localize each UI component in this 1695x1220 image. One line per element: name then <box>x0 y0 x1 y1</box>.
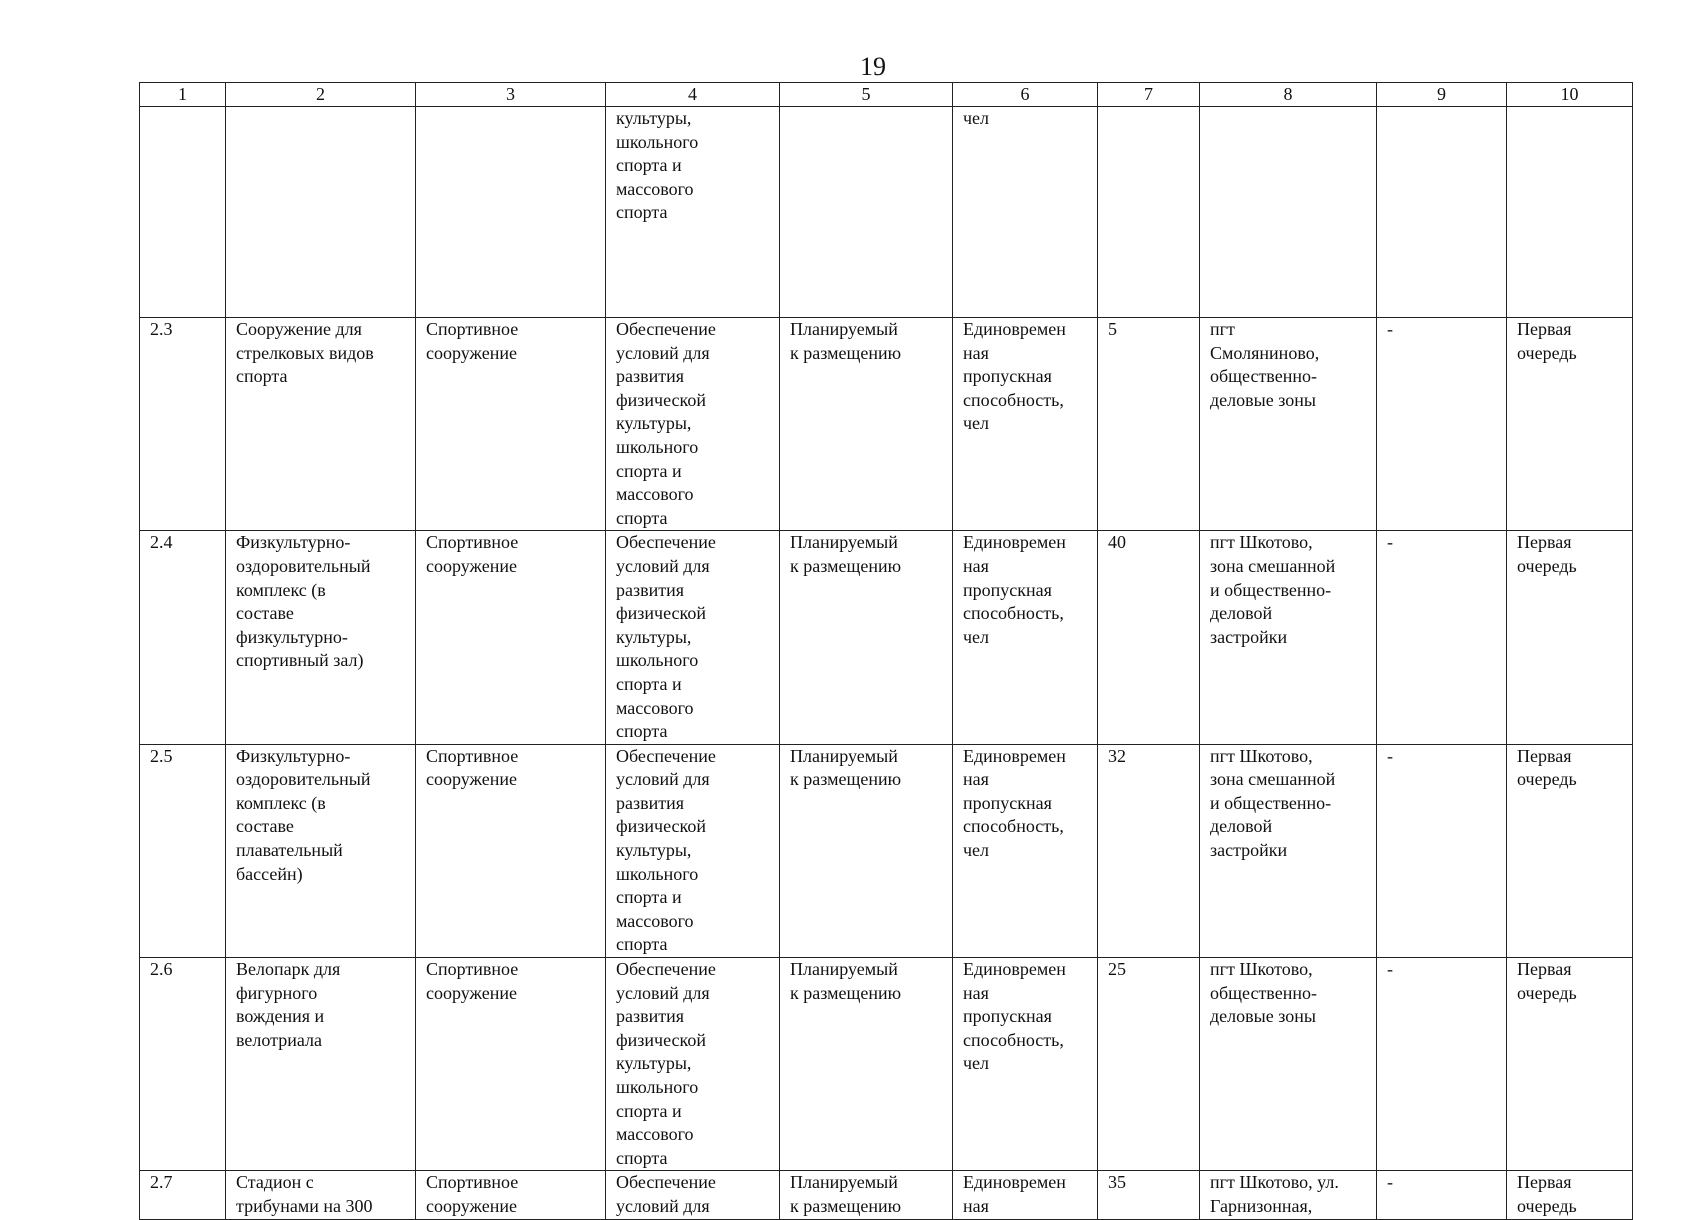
column-header: 8 <box>1200 83 1377 107</box>
table-cell <box>1098 318 1200 531</box>
table-cell <box>1098 744 1200 957</box>
table-cell <box>416 107 606 318</box>
column-number-row <box>140 83 1633 107</box>
facility-location: пгт Шкотово, ул. Гарнизонная, <box>1210 1172 1339 1216</box>
table-cell <box>416 744 606 957</box>
capacity-unit: Единовремен ная пропускная способность, чел <box>963 745 1066 861</box>
capacity-value: 35 <box>1108 1172 1126 1193</box>
facility-type: Спортивное сооружение <box>426 1172 519 1216</box>
table-cell <box>416 531 606 744</box>
column-header: 3 <box>416 83 606 107</box>
facility-location: пгт Смоляниново, общественно- деловые зоны <box>1210 319 1320 410</box>
facility-location: пгт Шкотово, зона смешанной и общественно- деловой застройки <box>1210 532 1336 647</box>
table-cell <box>953 1171 1098 1219</box>
column-9-value: - <box>1387 532 1393 553</box>
table-cell <box>953 744 1098 957</box>
row-number: 2.3 <box>150 319 173 339</box>
facility-location: пгт Шкотово, зона смешанной и общественно- деловой застройки <box>1210 745 1336 861</box>
table-cell <box>1377 744 1507 957</box>
table-cell <box>1377 531 1507 744</box>
column-header: 10 <box>1507 83 1633 107</box>
table-cell <box>1098 958 1200 1171</box>
table-cell <box>226 107 416 318</box>
table-cell <box>226 958 416 1171</box>
table-cell <box>1200 1171 1377 1219</box>
capacity-unit: Единовремен ная пропускная способность, чел <box>963 959 1066 1074</box>
row-number: 2.7 <box>150 1172 173 1193</box>
row-number: 2.4 <box>150 532 173 553</box>
capacity-value: 5 <box>1108 319 1117 339</box>
table-cell <box>780 744 953 957</box>
column-9-value: - <box>1387 319 1393 339</box>
facility-type: Спортивное сооружение <box>426 959 519 1003</box>
implementation-stage: Первая очередь <box>1517 959 1577 1003</box>
table-cell <box>1377 318 1507 531</box>
facility-purpose: Обеспечение условий для <box>616 1172 716 1216</box>
facility-status: Планируемый к размещению <box>790 959 902 1003</box>
row-number: 2.6 <box>150 959 173 980</box>
table-cell <box>1200 744 1377 957</box>
facility-type: Спортивное сооружение <box>426 532 519 576</box>
column-header: 2 <box>226 83 416 107</box>
table-cell <box>780 1171 953 1219</box>
table-cell <box>416 1171 606 1219</box>
table-cell <box>1507 531 1633 744</box>
page-number: 19 <box>860 52 886 81</box>
table-row <box>140 958 1633 1171</box>
column-header: 1 <box>140 83 226 107</box>
facilities-table <box>139 82 1633 1220</box>
table-cell <box>1200 958 1377 1171</box>
table-cell <box>1200 107 1377 318</box>
facility-purpose: Обеспечение условий для развития физической культуры, школьного спорта и массового спорта <box>616 319 716 528</box>
table-cell <box>226 531 416 744</box>
table-cell <box>780 958 953 1171</box>
facility-name: Физкультурно- оздоровительный комплекс (в составе физкультурно- спортивный зал) <box>236 532 371 671</box>
table-cell <box>226 318 416 531</box>
table-cell <box>1098 531 1200 744</box>
table-cell <box>606 531 780 744</box>
table-cell <box>953 318 1098 531</box>
facility-type: Спортивное сооружение <box>426 745 519 790</box>
table-cell <box>606 318 780 531</box>
facility-status: Планируемый к размещению <box>790 745 902 790</box>
facility-name: Физкультурно- оздоровительный комплекс (в составе плавательный бассейн) <box>236 745 371 884</box>
facility-status: Планируемый к размещению <box>790 1172 902 1216</box>
row-number: 2.5 <box>150 745 173 766</box>
column-header: 4 <box>606 83 780 107</box>
facility-purpose: Обеспечение условий для развития физической культуры, школьного спорта и массового спорта <box>616 532 716 742</box>
table-row <box>140 531 1633 744</box>
continuation-row <box>140 107 1633 318</box>
table-cell <box>1200 318 1377 531</box>
unit-text: чел <box>963 108 990 128</box>
facility-status: Планируемый к размещению <box>790 532 902 576</box>
table-cell <box>780 318 953 531</box>
table-cell <box>953 958 1098 1171</box>
column-9-value: - <box>1387 959 1393 980</box>
table-cell <box>1507 1171 1633 1219</box>
capacity-value: 40 <box>1108 532 1126 553</box>
table-cell <box>140 1171 226 1219</box>
column-header: 5 <box>780 83 953 107</box>
table-cell <box>1377 107 1507 318</box>
column-header: 9 <box>1377 83 1507 107</box>
table-cell <box>1507 318 1633 531</box>
facility-purpose: Обеспечение условий для развития физической культуры, школьного спорта и массового спорта <box>616 959 716 1168</box>
table-cell <box>416 318 606 531</box>
table-cell <box>606 107 780 318</box>
facility-name: Стадион с трибунами на 300 <box>236 1172 373 1216</box>
implementation-stage: Первая очередь <box>1517 319 1577 363</box>
column-9-value: - <box>1387 1172 1393 1193</box>
table-cell <box>1507 958 1633 1171</box>
table-cell <box>226 1171 416 1219</box>
implementation-stage: Первая очередь <box>1517 1172 1577 1216</box>
facility-location: пгт Шкотово, общественно- деловые зоны <box>1210 959 1317 1027</box>
table-cell <box>606 958 780 1171</box>
table-cell <box>953 107 1098 318</box>
facility-status: Планируемый к размещению <box>790 319 902 363</box>
table-cell <box>140 958 226 1171</box>
capacity-unit: Единовремен ная <box>963 1172 1066 1216</box>
table-cell <box>140 318 226 531</box>
capacity-unit: Единовремен ная пропускная способность, чел <box>963 319 1066 434</box>
facility-name: Сооружение для стрелковых видов спорта <box>236 319 374 387</box>
table-cell <box>1098 107 1200 318</box>
capacity-value: 25 <box>1108 959 1126 980</box>
table-cell <box>1200 531 1377 744</box>
table-cell <box>226 744 416 957</box>
capacity-unit: Единовремен ная пропускная способность, чел <box>963 532 1066 647</box>
purpose-text: культуры, школьного спорта и массового спорта <box>616 108 699 223</box>
implementation-stage: Первая очередь <box>1517 745 1577 790</box>
table-row <box>140 744 1633 957</box>
table-cell <box>606 744 780 957</box>
table-cell <box>780 107 953 318</box>
column-9-value: - <box>1387 745 1393 766</box>
implementation-stage: Первая очередь <box>1517 532 1577 576</box>
table-cell <box>140 744 226 957</box>
table-cell <box>140 531 226 744</box>
column-header: 6 <box>953 83 1098 107</box>
table-cell <box>953 531 1098 744</box>
table-cell <box>606 1171 780 1219</box>
facility-purpose: Обеспечение условий для развития физической культуры, школьного спорта и массового спорта <box>616 745 716 955</box>
table-cell <box>1377 1171 1507 1219</box>
capacity-value: 32 <box>1108 745 1126 766</box>
facility-type: Спортивное сооружение <box>426 319 519 363</box>
table-cell <box>780 531 953 744</box>
table-cell <box>1507 744 1633 957</box>
table-row <box>140 318 1633 531</box>
table-cell <box>416 958 606 1171</box>
table-cell <box>140 107 226 318</box>
table-cell <box>1377 958 1507 1171</box>
table-cell <box>1098 1171 1200 1219</box>
column-header: 7 <box>1098 83 1200 107</box>
table-row <box>140 1171 1633 1219</box>
table-cell <box>1507 107 1633 318</box>
facility-name: Велопарк для фигурного вождения и велотриала <box>236 959 341 1050</box>
